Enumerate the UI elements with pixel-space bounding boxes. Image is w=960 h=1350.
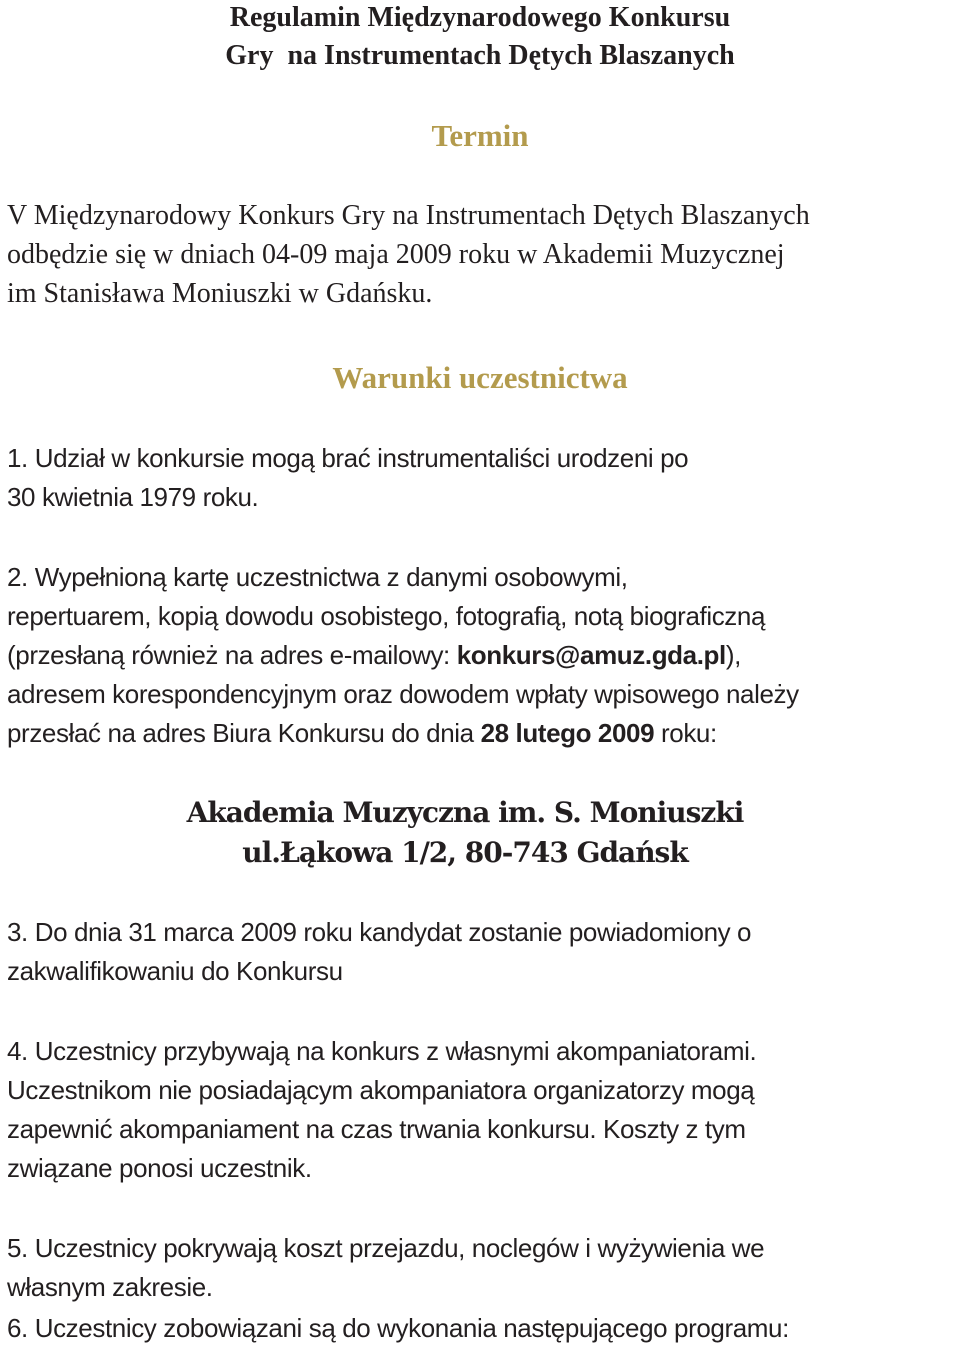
item3-line-1: 3. Do dnia 31 marca 2009 roku kandydat zostanie powiadomiony o bbox=[7, 917, 752, 947]
deadline-date: 28 lutego 2009 bbox=[480, 718, 655, 748]
item3-line-2: zakwalifikowaniu do Konkursu bbox=[7, 956, 343, 986]
address-block bbox=[0, 793, 930, 873]
title-line-1: Regulamin Międzynarodowego Konkursu bbox=[229, 2, 731, 33]
item2-line-3-post: ), bbox=[725, 640, 741, 670]
item1-line-2: 30 kwietnia 1979 roku. bbox=[7, 482, 259, 512]
item2-line-1: 2. Wypełnioną kartę uczestnictwa z danymi osobowymi, bbox=[7, 562, 628, 592]
list-item-6 bbox=[7, 1309, 960, 1348]
item2-line-5-post: roku: bbox=[654, 718, 717, 748]
list-item-5 bbox=[7, 1229, 960, 1307]
list-item-2 bbox=[7, 558, 960, 753]
item4-line-3: zapewnić akompaniament na czas trwania konkursu. Koszty z tym bbox=[7, 1114, 746, 1144]
heading-warunki: Warunki uczestnictwa bbox=[332, 360, 628, 395]
termin-line-3: im Stanisława Moniuszki w Gdańsku. bbox=[7, 278, 433, 309]
list-item-3 bbox=[7, 913, 960, 991]
item2-line-4: adresem korespondencyjnym oraz dowodem wpłaty wpisowego należy bbox=[7, 679, 799, 709]
paragraph-termin bbox=[7, 196, 960, 313]
item4-line-2: Uczestnikom nie posiadającym akompaniatora organizatorzy mogą bbox=[7, 1075, 755, 1105]
email-address: konkurs@amuz.gda.pl bbox=[456, 640, 726, 670]
termin-line-2: odbędzie się w dniach 04-09 maja 2009 roku w Akademii Muzycznej bbox=[7, 239, 785, 270]
item2-line-5-pre: przesłać na adres Biura Konkursu do dnia bbox=[7, 718, 481, 748]
item2-line-3-pre: (przesłaną również na adres e-mailowy: bbox=[7, 640, 457, 670]
item2-line-3 bbox=[7, 636, 960, 675]
item2-line-5 bbox=[7, 714, 960, 753]
address-line-2: ul.Łąkowa 1/2, 80-743 Gdańsk bbox=[242, 836, 688, 869]
item6-line-1: 6. Uczestnicy zobowiązani są do wykonania następującego programu: bbox=[7, 1313, 789, 1343]
title-line-2: Gry na Instrumentach Dętych Blaszanych bbox=[225, 40, 735, 71]
item2-line-2: repertuarem, kopią dowodu osobistego, fotografią, notą biograficzną bbox=[7, 601, 766, 631]
item5-line-2: własnym zakresie. bbox=[7, 1272, 213, 1302]
termin-line-1: V Międzynarodowy Konkurs Gry na Instrumentach Dętych Blaszanych bbox=[7, 200, 810, 231]
item4-line-1: 4. Uczestnicy przybywają na konkurs z własnymi akompaniatorami. bbox=[7, 1036, 757, 1066]
document-title bbox=[0, 0, 960, 75]
address-line-1: Akademia Muzyczna im. S. Moniuszki bbox=[186, 796, 744, 829]
list-item-1 bbox=[7, 439, 960, 517]
heading-termin: Termin bbox=[431, 118, 529, 153]
item4-line-4: związane ponosi uczestnik. bbox=[7, 1153, 312, 1183]
item5-line-1: 5. Uczestnicy pokrywają koszt przejazdu, noclegów i wyżywienia we bbox=[7, 1233, 765, 1263]
list-item-4 bbox=[7, 1032, 960, 1188]
item1-line-1: 1. Udział w konkursie mogą brać instrumentaliści urodzeni po bbox=[7, 443, 689, 473]
